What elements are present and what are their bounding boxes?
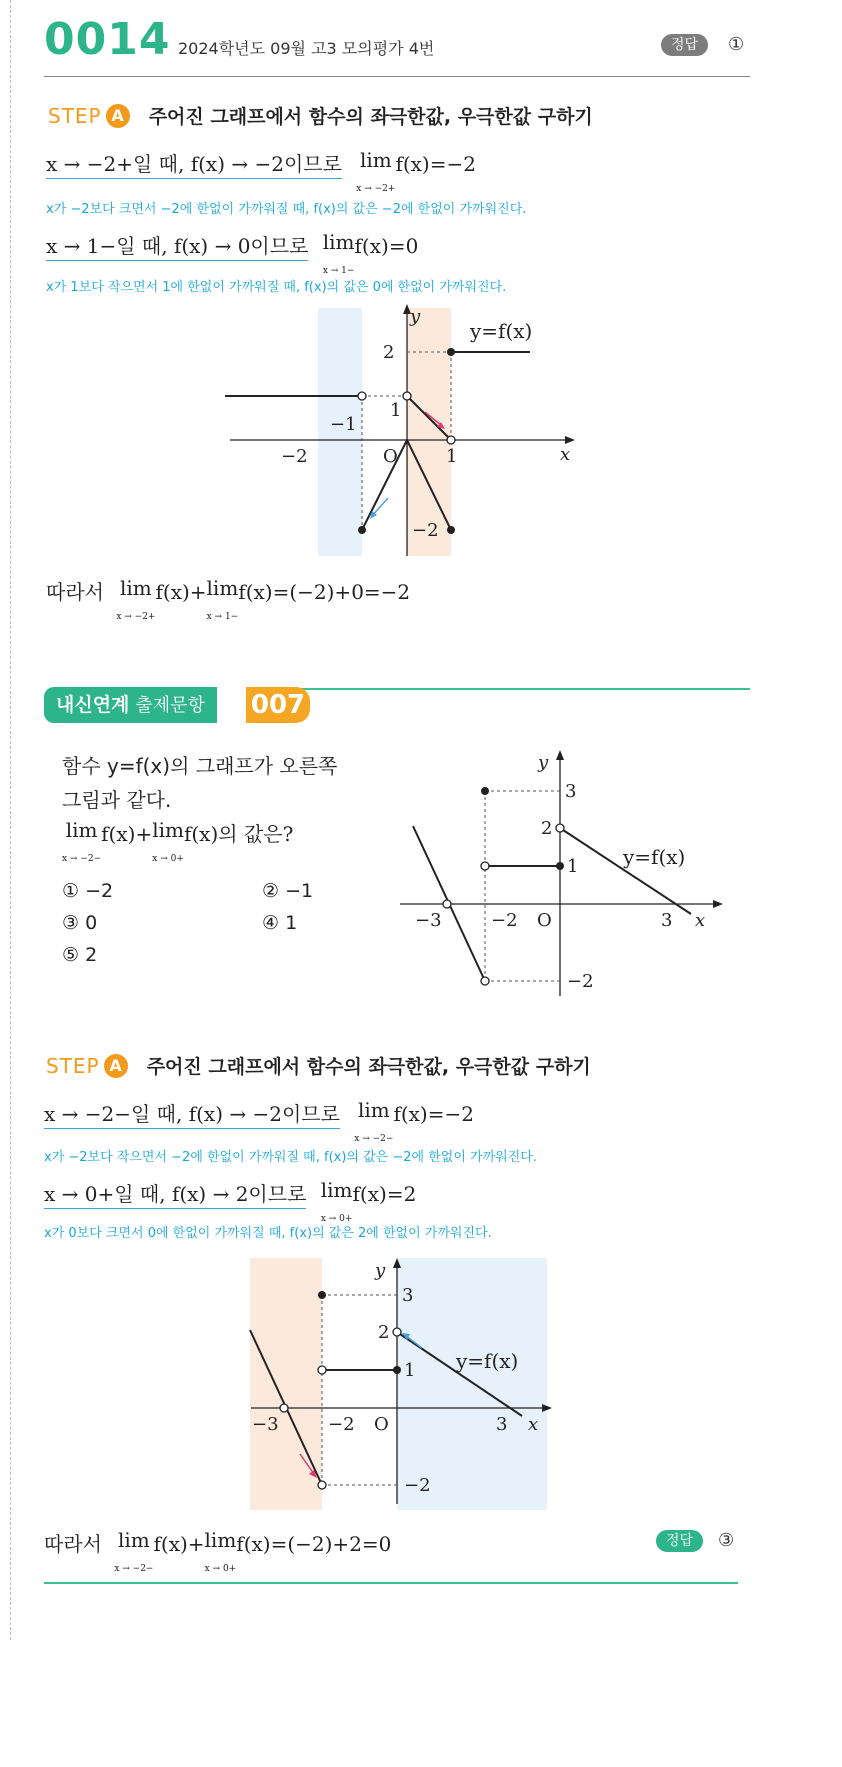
function-label: y=f(x)	[456, 1349, 519, 1373]
x-axis-arrow-icon	[713, 900, 723, 908]
left-limit-shade	[250, 1258, 322, 1510]
origin-label: O	[537, 910, 552, 931]
open-point	[481, 862, 489, 870]
step-title: 주어진 그래프에서 함수의 좌극한값, 우극한값 구하기	[146, 1056, 591, 1078]
conc-middle: f(x)+	[155, 580, 207, 604]
graph-2	[395, 746, 735, 1006]
conc-limit-1	[116, 576, 155, 624]
origin-label: O	[374, 1414, 389, 1435]
step-letter-badge: A	[106, 104, 130, 128]
step1-line1	[46, 148, 476, 196]
lim-subscript: x → −2+	[116, 612, 156, 622]
step-letter-badge: A	[104, 1054, 128, 1078]
step1-hint2: x가 1보다 작으면서 1에 한없이 가까워질 때, f(x)의 값은 0에 한없이 가까워진다.	[46, 280, 507, 295]
option-5[interactable]: ⑤ 2	[62, 944, 98, 966]
badge-bold: 내신연계	[56, 694, 130, 716]
open-point	[393, 1328, 401, 1336]
graph-1	[220, 300, 580, 560]
lim-word: lim	[359, 148, 392, 172]
origin-label: O	[383, 446, 398, 467]
tick-y-2: 2	[378, 1322, 390, 1343]
tick-x-1: 1	[446, 446, 458, 467]
q-limit-2	[152, 818, 184, 866]
q-rest: f(x)의 값은?	[183, 822, 294, 846]
answer-value-final: ③	[718, 1530, 735, 1551]
y-axis-arrow-icon	[556, 750, 564, 760]
function-label: y=f(x)	[623, 845, 686, 869]
q-limit-1	[62, 818, 101, 866]
step2-line1-result: f(x)=−2	[393, 1102, 474, 1126]
step2-line2-condition: x → 0+일 때, f(x) → 2이므로	[44, 1182, 306, 1209]
tick-x-neg2: −2	[328, 1414, 355, 1435]
lim-subscript: x → −2−	[62, 854, 102, 864]
open-point	[556, 824, 564, 832]
y-axis-label: y	[375, 1260, 386, 1281]
step1-line1-limit	[356, 148, 395, 196]
open-point	[358, 392, 366, 400]
step-label: STEP	[48, 104, 102, 128]
closed-point	[318, 1291, 326, 1299]
step2-line2-result: f(x)=2	[352, 1182, 417, 1206]
step1-line1-condition: x → −2+일 때, f(x) → −2이므로	[46, 152, 342, 179]
step-title: 주어진 그래프에서 함수의 좌극한값, 우극한값 구하기	[148, 106, 593, 128]
step2-hint2: x가 0보다 크면서 0에 한없이 가까워질 때, f(x)의 값은 2에 한없이 가까워진다.	[44, 1226, 492, 1241]
open-point	[318, 1481, 326, 1489]
tick-x-3: 3	[661, 910, 673, 931]
tick-y-2: 2	[383, 342, 395, 363]
step1-line2	[46, 230, 418, 278]
tick-x-neg3: −3	[252, 1414, 279, 1435]
conclusion-lead: 따라서	[44, 1532, 102, 1556]
step2-line1	[44, 1098, 474, 1146]
tick-y-3: 3	[565, 781, 577, 802]
tick-y-2: 2	[541, 818, 553, 839]
lim-word: lim	[322, 230, 355, 254]
step-label: STEP	[46, 1054, 100, 1078]
lim-word: lim	[65, 818, 98, 842]
step-heading-1	[48, 102, 593, 129]
conc-middle: f(x)+	[153, 1532, 205, 1556]
step2-line2-limit	[321, 1178, 353, 1226]
lim-subscript: x → −2+	[356, 184, 396, 194]
step-heading-2	[46, 1052, 591, 1079]
open-point	[403, 392, 411, 400]
tick-y-1: 1	[404, 1360, 416, 1381]
closed-point	[481, 787, 489, 795]
lim-word: lim	[120, 576, 152, 600]
option-2[interactable]: ② −1	[262, 880, 314, 902]
open-point	[318, 1366, 326, 1374]
answer-pill: 정답	[661, 34, 708, 56]
closed-point	[358, 526, 366, 534]
left-margin-rule	[10, 0, 11, 1640]
tick-x-3: 3	[496, 1414, 508, 1435]
x-axis-arrow-icon	[565, 436, 575, 444]
header-divider	[44, 76, 750, 77]
exam-info: 2024학년도 09월 고3 모의평가 4번	[178, 39, 435, 58]
graph-3	[246, 1254, 566, 1514]
right-limit-shade	[397, 1258, 547, 1510]
closed-point	[447, 526, 455, 534]
badge-text: 출제문항	[135, 695, 205, 716]
conc-result: f(x)=(−2)+0=−2	[238, 580, 411, 604]
open-point	[481, 977, 489, 985]
step1-conclusion	[46, 576, 410, 624]
lim-subscript: x → 0+	[204, 1564, 237, 1574]
lim-subscript: x → 1−	[322, 266, 355, 276]
open-point	[447, 436, 455, 444]
tick-y-neg2: −2	[567, 971, 594, 992]
option-4[interactable]: ④ 1	[262, 912, 298, 934]
option-1[interactable]: ① −2	[62, 880, 114, 902]
step2-hint1: x가 −2보다 작으면서 −2에 한없이 가까워질 때, f(x)의 값은 −2에 한없이 가까워진다.	[44, 1150, 537, 1165]
tick-x-neg2: −2	[281, 446, 308, 467]
step1-line2-condition: x → 1−일 때, f(x) → 0이므로	[46, 234, 308, 261]
linked-divider	[300, 688, 750, 690]
linked-badge	[44, 687, 217, 723]
step2-line1-limit	[354, 1098, 393, 1146]
x-axis-label: x	[560, 444, 571, 465]
lim-word: lim	[152, 818, 184, 842]
function-label: y=f(x)	[470, 319, 533, 343]
linked-badge-number: 007	[246, 687, 310, 723]
answer-pill-final: 정답	[656, 1530, 703, 1552]
conc-limit-2	[207, 576, 239, 624]
problem-number: 0014	[44, 14, 171, 65]
closed-point	[447, 348, 455, 356]
q-middle: f(x)+	[101, 822, 153, 846]
tick-y-neg2: −2	[412, 520, 439, 541]
lim-subscript: x → 1−	[206, 612, 239, 622]
lim-subscript: x → −2−	[114, 1564, 154, 1574]
lim-subscript: x → 0+	[320, 1214, 353, 1224]
tick-y-3: 3	[402, 1285, 414, 1306]
conclusion-lead: 따라서	[46, 580, 104, 604]
x-axis-label: x	[695, 910, 706, 931]
question-line2: 그림과 같다.	[62, 788, 172, 812]
step2-line2	[44, 1178, 416, 1226]
step2-conclusion	[44, 1528, 391, 1576]
graph-segment	[560, 828, 691, 914]
open-point	[443, 900, 451, 908]
step1-line1-result: f(x)=−2	[395, 152, 476, 176]
step1-hint1: x가 −2보다 크면서 −2에 한없이 가까워질 때, f(x)의 값은 −2에 한없이 가까워진다.	[46, 202, 527, 217]
question-line1: 함수 y=f(x)의 그래프가 오른쪽	[62, 754, 338, 778]
lim-word: lim	[204, 1528, 237, 1552]
conc-limit-1	[114, 1528, 153, 1576]
question-line3	[62, 818, 293, 866]
lim-word: lim	[206, 576, 239, 600]
step1-line2-result: f(x)=0	[354, 234, 419, 258]
conc-result: f(x)=(−2)+2=0	[236, 1532, 392, 1556]
open-point	[280, 1404, 288, 1412]
bottom-divider	[44, 1582, 738, 1584]
closed-point	[393, 1366, 401, 1374]
tick-y-1: 1	[390, 400, 402, 421]
y-axis-label: y	[410, 306, 421, 327]
closed-point	[556, 862, 564, 870]
step2-line1-condition: x → −2−일 때, f(x) → −2이므로	[44, 1102, 340, 1129]
tick-y-1: 1	[567, 856, 579, 877]
tick-x-neg2: −2	[491, 910, 518, 931]
option-3[interactable]: ③ 0	[62, 912, 98, 934]
tick-neg1: −1	[330, 414, 357, 435]
step1-line2-limit	[323, 230, 355, 278]
lim-word: lim	[357, 1098, 390, 1122]
lim-subscript: x → 0+	[152, 854, 184, 864]
lim-word: lim	[118, 1528, 150, 1552]
y-axis-label: y	[538, 752, 549, 773]
tick-x-neg3: −3	[415, 910, 442, 931]
answer-value: ①	[728, 34, 745, 55]
conc-limit-2	[205, 1528, 237, 1576]
lim-word: lim	[320, 1178, 353, 1202]
x-axis-label: x	[528, 1414, 539, 1435]
tick-y-neg2: −2	[404, 1475, 431, 1496]
lim-subscript: x → −2−	[354, 1134, 394, 1144]
